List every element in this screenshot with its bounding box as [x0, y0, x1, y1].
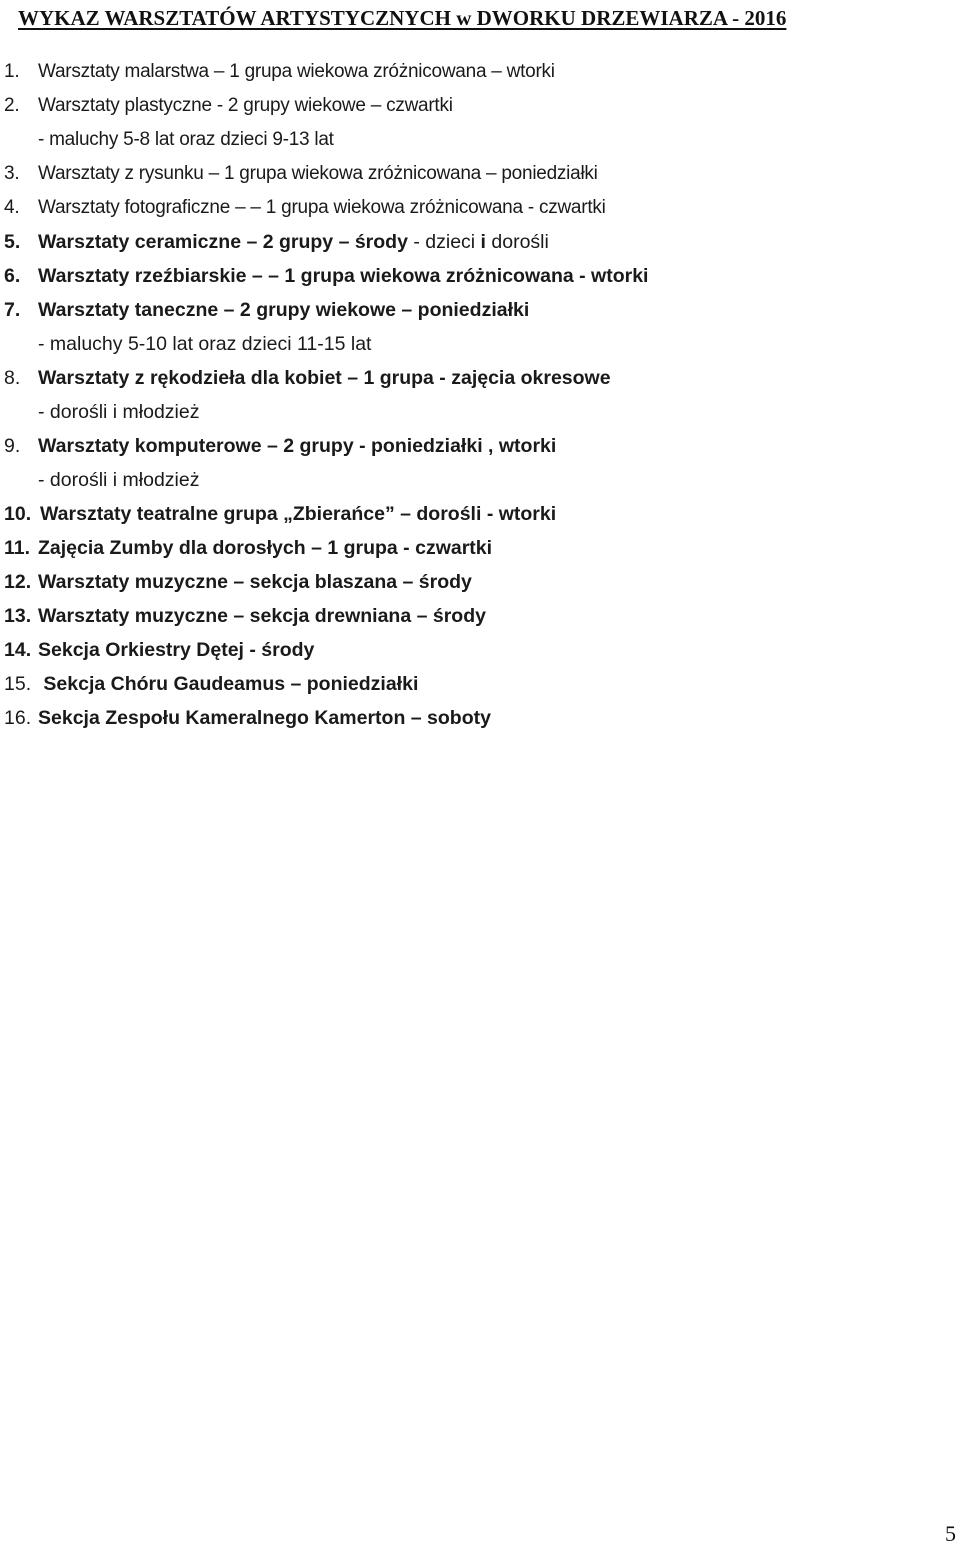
item-text-conjunction: i	[480, 231, 486, 253]
list-item	[0, 157, 648, 191]
item-number: 4.	[4, 197, 20, 218]
item-number: 3.	[4, 163, 20, 184]
item-text: Warsztaty muzyczne – sekcja blaszana – środy	[38, 571, 472, 593]
item-text: Warsztaty komputerowe – 2 grupy - poniedziałki , wtorki	[38, 435, 557, 457]
item-number: 5.	[4, 231, 21, 253]
list-item	[0, 565, 648, 599]
list-item	[0, 667, 648, 701]
item-number: 7.	[4, 299, 21, 321]
item-text: Warsztaty teatralne grupa „Zbierańce” – dorośli - wtorki	[40, 503, 557, 525]
list-item	[0, 259, 648, 293]
list-item	[0, 701, 648, 735]
item-text-audience: - dzieci	[407, 231, 481, 253]
list-item	[0, 361, 648, 395]
item-number: 2.	[4, 95, 20, 116]
item-number: 8.	[4, 367, 21, 389]
item-number: 1.	[4, 61, 20, 82]
workshop-list	[0, 55, 648, 735]
item-text: Warsztaty z rękodzieła dla kobiet – 1 grupa - zajęcia okresowe	[38, 367, 611, 389]
list-item	[0, 633, 648, 667]
list-item	[0, 89, 648, 123]
item-text: Warsztaty rzeźbiarskie – – 1 grupa wiekowa zróżnicowana - wtorki	[38, 265, 649, 287]
item-text-audience-end: dorośli	[485, 231, 549, 253]
item-text: Warsztaty fotograficzne – – 1 grupa wiekowa zróżnicowana - czwartki	[38, 197, 606, 218]
list-item	[0, 497, 648, 531]
item-text: Sekcja Chóru Gaudeamus – poniedziałki	[38, 673, 419, 695]
list-item	[0, 293, 648, 327]
item-number: 9.	[4, 435, 21, 457]
item-number: 15.	[4, 673, 32, 695]
item-text: Warsztaty plastyczne - 2 grupy wiekowe – czwartki	[38, 95, 453, 116]
list-item	[0, 191, 648, 225]
item-text: Warsztaty muzyczne – sekcja drewniana – środy	[38, 605, 486, 627]
list-item	[0, 55, 648, 89]
list-item-detail: - maluchy 5-10 lat oraz dzieci 11-15 lat	[38, 333, 372, 355]
list-item-detail: - dorośli i młodzież	[38, 469, 200, 491]
item-number: 11.	[4, 537, 31, 559]
item-number: 6.	[4, 265, 21, 287]
list-item	[0, 599, 648, 633]
item-number: 13.	[4, 605, 32, 627]
page-number: 5	[945, 1521, 956, 1546]
item-text: Sekcja Zespołu Kameralnego Kamerton – soboty	[38, 707, 491, 729]
item-number: 10.	[4, 503, 32, 525]
item-number: 16.	[4, 707, 32, 729]
list-item-detail: - dorośli i młodzież	[38, 401, 200, 423]
list-item-detail: - maluchy 5-8 lat oraz dzieci 9-13 lat	[38, 129, 334, 150]
list-item	[0, 429, 648, 463]
item-number: 14.	[4, 639, 32, 661]
list-item	[0, 225, 648, 259]
item-text: Warsztaty malarstwa – 1 grupa wiekowa zróżnicowana – wtorki	[38, 61, 555, 82]
item-text: Warsztaty ceramiczne – 2 grupy – środy	[38, 231, 408, 253]
page-title: WYKAZ WARSZTATÓW ARTYSTYCZNYCH w DWORKU DRZEWIARZA - 2016	[18, 6, 787, 30]
item-number: 12.	[4, 571, 32, 593]
list-item	[0, 531, 648, 565]
item-text: Sekcja Orkiestry Dętej - środy	[38, 639, 315, 661]
item-text: Warsztaty z rysunku – 1 grupa wiekowa zróżnicowana – poniedziałki	[38, 163, 598, 184]
item-text: Zajęcia Zumby dla dorosłych – 1 grupa - czwartki	[38, 537, 493, 559]
item-text: Warsztaty taneczne – 2 grupy wiekowe – poniedziałki	[38, 299, 530, 321]
